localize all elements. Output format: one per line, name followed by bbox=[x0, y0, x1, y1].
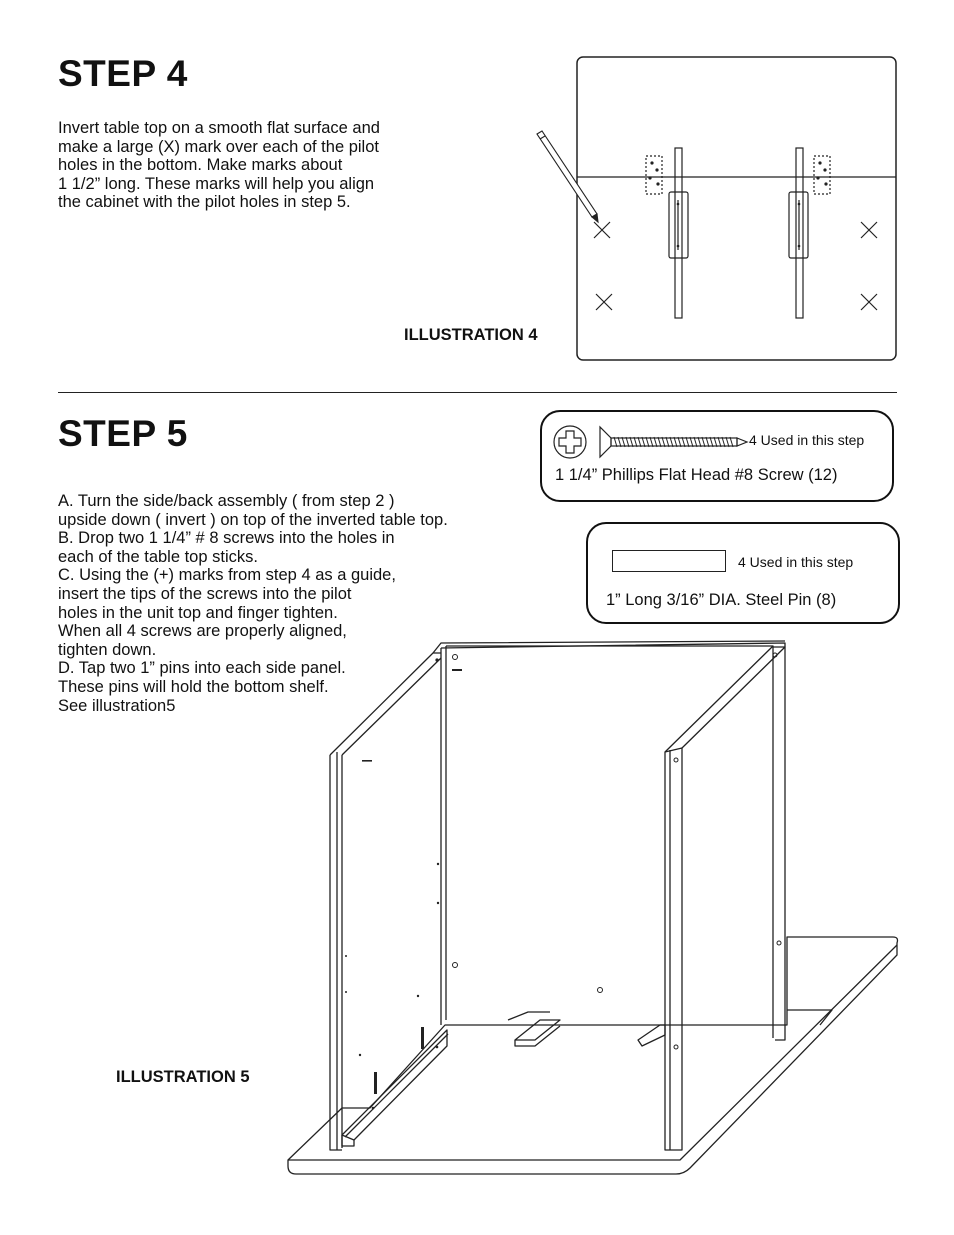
illustration-4-label: ILLUSTRATION 4 bbox=[404, 326, 538, 344]
step4-title: STEP 4 bbox=[58, 53, 188, 94]
screw-part-name: 1 1/4” Phillips Flat Head #8 Screw (12) bbox=[555, 466, 838, 484]
step4-instructions: Invert table top on a smooth flat surface and make a large (X) mark over each of the pilot holes in the bottom. Make marks about 1 1/2” long. These marks will help you align the cabinet with the pilot holes in step 5. bbox=[58, 119, 380, 212]
illustration-5-drawing bbox=[280, 635, 905, 1185]
section-divider bbox=[58, 392, 897, 393]
illustration-5-label: ILLUSTRATION 5 bbox=[116, 1068, 250, 1086]
pin-parts-box bbox=[586, 522, 900, 624]
screw-parts-box bbox=[540, 410, 894, 502]
phillips-screw-icon bbox=[551, 423, 751, 459]
step5-instructions: A. Turn the side/back assembly ( from step 2 ) upside down ( invert ) on top of the inverted table top. B. Drop two 1 1/4” # 8 screws into the holes in each of the table top sticks. C. Using the (+) marks from step 4 as a guide, insert the tips of the screws into the pilot holes in the unit top and finger tighten. When all 4 screws are properly aligned, tighten down. D. Tap two 1” pins into each side panel. These pins will hold the bottom shelf. See illustration5 bbox=[58, 492, 448, 715]
pin-used-count: 4 Used in this step bbox=[738, 554, 854, 570]
screw-used-count: 4 Used in this step bbox=[749, 432, 865, 448]
steel-pin-icon bbox=[612, 550, 726, 572]
illustration-4-drawing bbox=[530, 50, 910, 370]
pin-part-name: 1” Long 3/16” DIA. Steel Pin (8) bbox=[606, 591, 837, 609]
step5-title: STEP 5 bbox=[58, 413, 188, 454]
